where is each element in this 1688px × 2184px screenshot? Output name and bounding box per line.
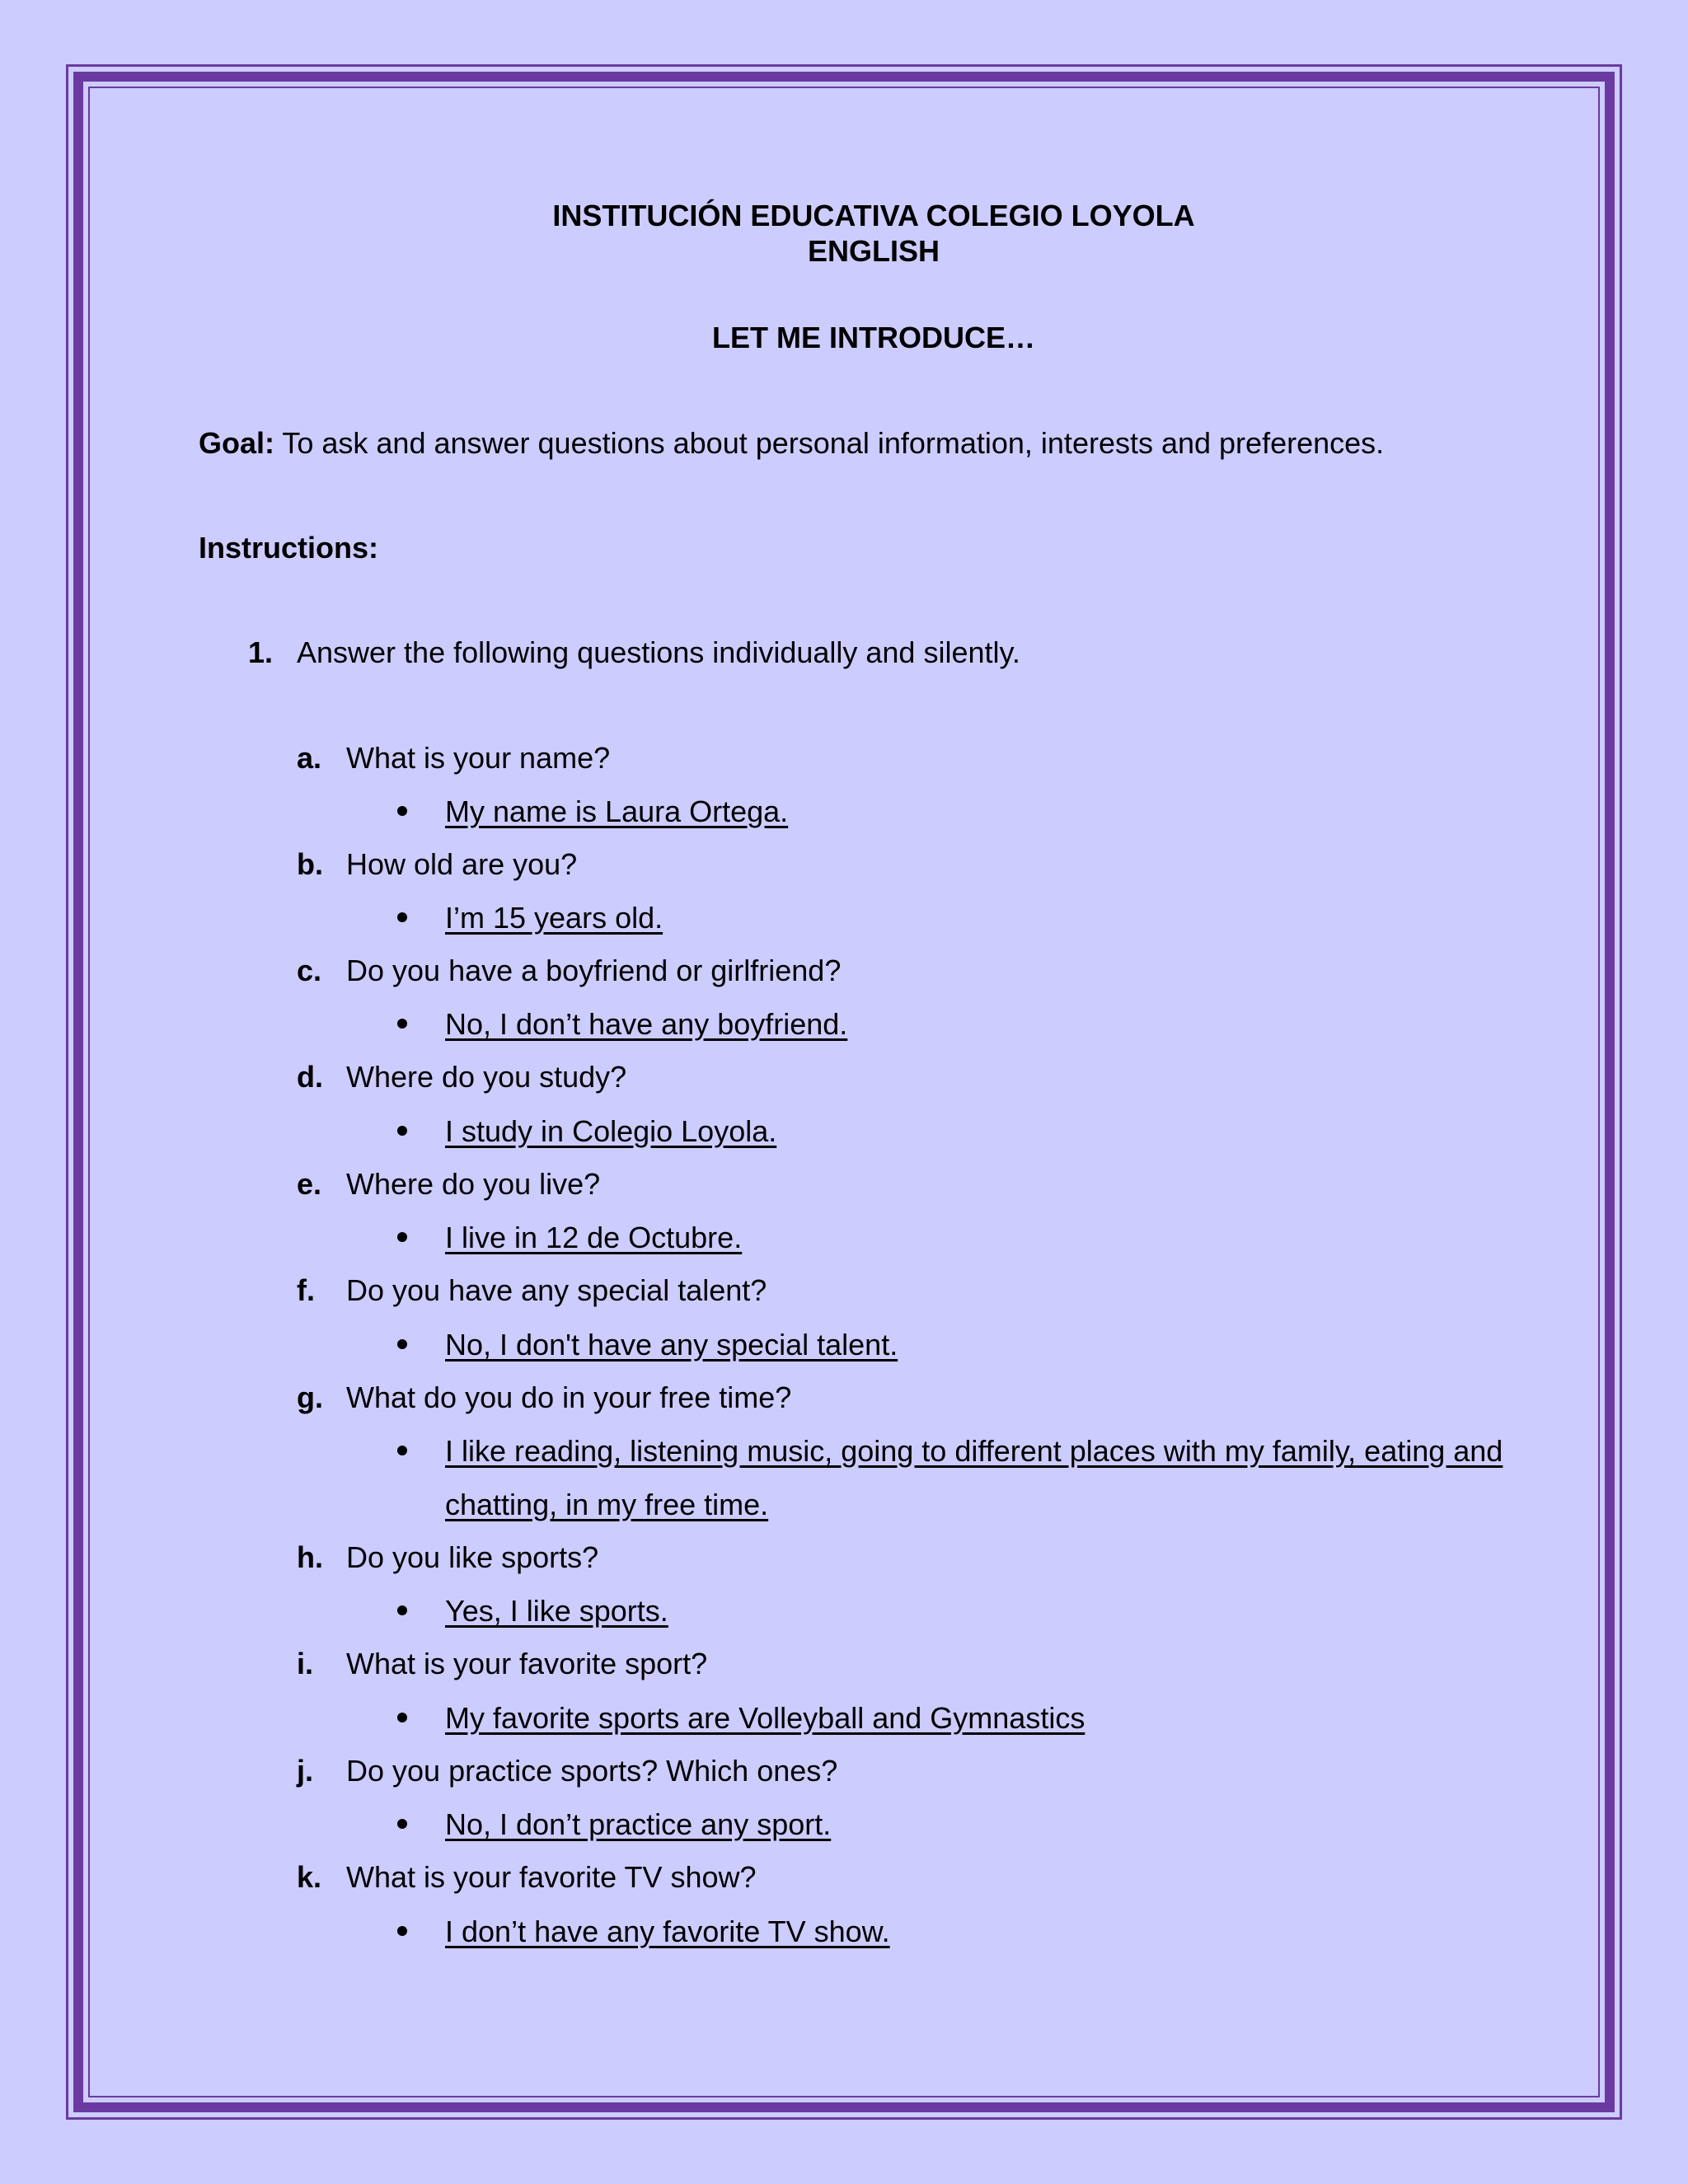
bullet-icon [397,1605,407,1615]
bullet-icon [397,912,407,922]
step-text: Answer the following questions individually and silently. [297,635,1020,669]
goal-text: To ask and answer questions about personal information, interests and preferences. [274,426,1385,460]
answer-text: I’m 15 years old. [445,901,663,935]
question-text: Do you have a boyfriend or girlfriend? [346,954,842,987]
step-number: 1. [248,635,274,669]
bullet-icon [397,1339,407,1349]
instructions-label: Instructions: [199,531,379,565]
question-text: Do you have any special talent? [346,1273,767,1307]
bullet-icon [397,1232,407,1242]
answer-text: My favorite sports are Volleyball and Gymnastics [445,1701,1085,1735]
subject-name: ENGLISH [807,234,940,268]
question-letter: b. [297,847,323,881]
question-text: What is your favorite sport? [346,1647,708,1680]
question-letter: c. [297,954,322,987]
question-letter: d. [297,1060,323,1094]
question-letter: a. [297,741,322,775]
question-text: What do you do in your free time? [346,1380,792,1414]
question-letter: h. [297,1540,323,1574]
question-text: Where do you live? [346,1167,601,1201]
question-letter: k. [297,1860,322,1894]
answer-text: I don’t have any favorite TV show. [445,1915,890,1948]
question-text: Do you practice sports? Which ones? [346,1754,838,1788]
bullet-icon [397,1019,407,1029]
question-text: What is your favorite TV show? [346,1860,757,1894]
goal-label: Goal: [199,426,275,460]
answer-text: I live in 12 de Octubre. [445,1221,743,1254]
bullet-icon [397,1126,407,1136]
question-text: How old are you? [346,847,578,881]
bullet-icon [397,1446,407,1455]
question-text: Where do you study? [346,1060,627,1094]
bullet-icon [397,1713,407,1722]
bullet-icon [397,1926,407,1936]
answer-text: Yes, I like sports. [445,1594,668,1628]
question-text: Do you like sports? [346,1540,599,1574]
question-letter: j. [297,1754,314,1788]
question-letter: e. [297,1167,322,1201]
school-name: INSTITUCIÓN EDUCATIVA COLEGIO LOYOLA [552,199,1195,232]
question-letter: f. [297,1273,315,1307]
question-text: What is your name? [346,741,611,775]
answer-text: I study in Colegio Loyola. [445,1114,777,1148]
answer-text: I like reading, listening music, going to different places with my family, eating and [445,1434,1503,1468]
worksheet-title: LET ME INTRODUCE… [712,321,1035,354]
bullet-icon [397,1819,407,1829]
answer-text: My name is Laura Ortega. [445,794,789,828]
question-letter: g. [297,1380,323,1414]
answer-text: No, I don't have any special talent. [445,1328,898,1361]
answer-text-continued: chatting, in my free time. [445,1488,769,1521]
answer-text: No, I don’t practice any sport. [445,1807,832,1841]
goal-paragraph [199,426,1385,460]
question-letter: i. [297,1647,314,1680]
bullet-icon [397,806,407,816]
answer-text: No, I don’t have any boyfriend. [445,1007,848,1041]
